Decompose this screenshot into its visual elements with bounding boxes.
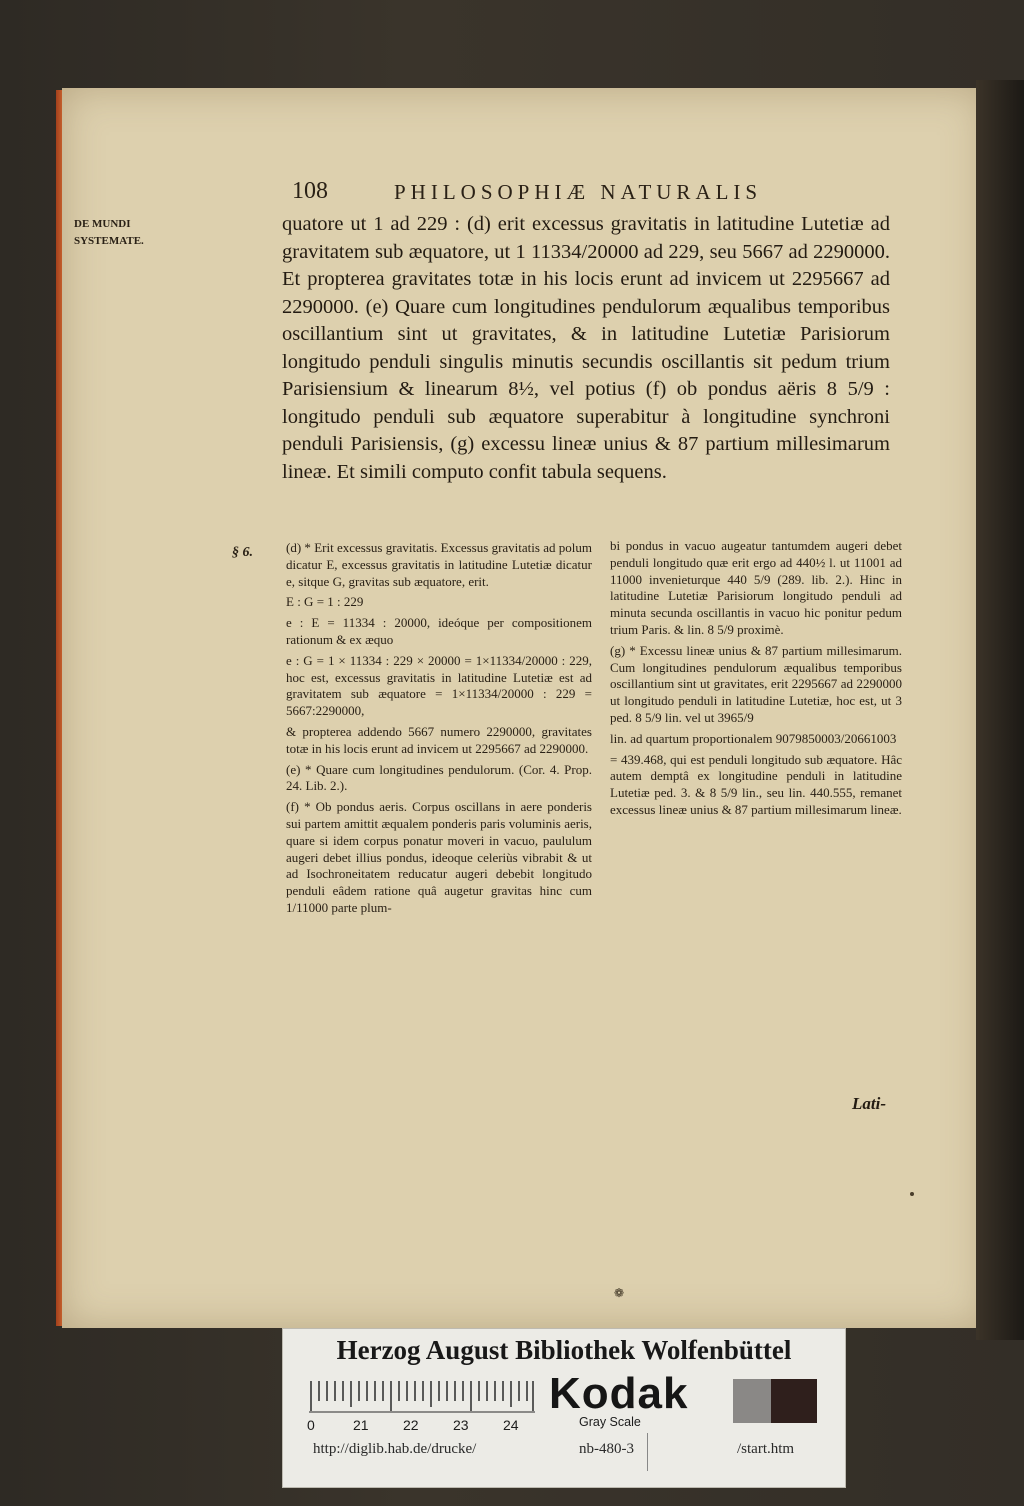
page-header (266, 178, 886, 208)
note-paragraph: e : G = 1 × 11334 : 229 × 20000 = 1×11334/20000 : 229, hoc est, excessus gravitatis in latitudine Lutetiæ est ad gravitatem sub æquatore = 1×11334/20000 : 229 = 5667:2290000, (286, 652, 592, 719)
page-number: 108 (292, 178, 328, 204)
note-paragraph: (d) * Erit excessus gravitatis. Excessus gravitatis ad polum dicatur E, excessus gravitatis in latitudine Lutetiæ dicatur e, sitque G, gravitas sub æquatore, erit. (286, 540, 592, 589)
notes-right-column (610, 538, 902, 823)
note-paragraph: = 439.468, qui est penduli longitudo sub æquatore. Hâc autem demptâ ex longitudine penduli in latitudine Lutetiæ ped. 3. & 8 5/9 lin., seu lin. 440.555, remanet excessus lineæ unius & 87 partium millesimarum lineæ. (610, 751, 902, 817)
note-paragraph: e : E = 11334 : 20000, ideóque per compositionem rationum & ex æquo (286, 615, 592, 647)
ruler-numbers (307, 1417, 557, 1435)
note-paragraph: (e) * Quare cum longitudines pendulorum. (Cor. 4. Prop. 24. Lib. 2.). (286, 761, 592, 794)
main-text (282, 211, 890, 486)
start-path: /start.htm (737, 1441, 795, 1457)
note-paragraph: E : G = 1 : 229 (286, 594, 364, 610)
note-paragraph: (g) * Excessu lineæ unius & 87 partium millesimarum. Cum longitudines pendulorum æqualibus temporibus oscillantium sint ut gravitates, erit 2295667 ad 2290000 ut longitudo penduli in latitudine Lutetiæ, hoc est, ut 3 ped. 8 5/9 lin. vel ut 3965/9 (610, 642, 902, 725)
main-paragraph: quatore ut 1 ad 229 : (d) erit excessus gravitatis in latitudine Lutetiæ ad gravitatem sub æquatore, ut 1 11334/20000 ad 229, seu 5667 ad 2290000. Et propterea gravitates totæ in his locis erunt ad invicem ut 2295667 ad 2290000. (e) Quare cum longitudines pendulorum æqualibus temporibus oscillantium sint ut gravitates, & in latitudine Lutetiæ Parisiorum longitudo penduli singulis minutis secundis oscillantis sit pedum trium Parisiensium & linearum 8½, vel potius (f) ob pondus aëris 8 5/9 : longitudo penduli sub æquatore superabitur à longitudine synchroni penduli Parisiensis, (g) excessu lineæ unius & 87 partium millesimarum lineæ. Et simili computo confit tabula sequens. (282, 213, 890, 483)
note-paragraph: & propterea addendo 5667 numero 2290000, gravitates totæ in his locis erunt ad invicem ut 2295667 ad 2290000. (286, 723, 592, 756)
note-paragraph: lin. ad quartum proportionalem 9079850003/20661003 (610, 730, 897, 746)
gray-scale-label: Gray Scale (579, 1415, 641, 1429)
ornament-icon: ❁ (614, 1286, 625, 1300)
ruler-number: 24 (503, 1417, 519, 1433)
shelfmark: nb-480-3 (579, 1441, 634, 1457)
ruler-scale (309, 1381, 535, 1413)
gray-swatch-light (733, 1379, 771, 1423)
library-label (282, 1328, 846, 1488)
ruler-number: 21 (353, 1417, 369, 1433)
label-divider (647, 1433, 648, 1471)
notes-left-column (286, 540, 592, 921)
source-url: http://diglib.hab.de/drucke/ (313, 1441, 477, 1457)
section-mark: § 6. (232, 545, 253, 560)
gray-swatch-dark (771, 1379, 817, 1423)
note-paragraph: (f) * Ob pondus aeris. Corpus oscillans in aere ponderis sui partem amittit æqualem ponderis paris voluminis aeris, quare si idem corpus ponatur moveri in vacuo, paululum augeri debet illius pondus, ideoque celeriùs vibrabit & ut ad Isochroneitatem reducatur augeri debebit longitudo penduli eâdem ratione quâ augetur gravitas hinc cum 1/11000 parte plum- (286, 799, 592, 915)
ruler-number: 23 (453, 1417, 469, 1433)
ruler-number: 22 (403, 1417, 419, 1433)
ruler-icon (309, 1381, 535, 1413)
ruler-number: 0 (307, 1417, 315, 1433)
library-title: Herzog August Bibliothek Wolfenbüttel (336, 1335, 792, 1365)
ink-speck (910, 1192, 914, 1196)
margin-side-note: DE MUNDI SYSTEMATE. (74, 218, 144, 247)
note-paragraph: bi pondus in vacuo augeatur tantumdem augeri debet penduli longitudo quæ erit ergo ad 440½ l. ut 11001 ad 11000 invenieturque 440 5/9 (289. lib. 2.). Hinc in latitudine Lutetiæ Parisiorum longitudo penduli ad minuta secunda oscillantis in vacuo hic ponitur pedum trium Paris. & lin. 8 5/9 proximè. (610, 538, 902, 637)
facing-page-shadow (976, 80, 1024, 1340)
catchword: Lati- (852, 1094, 886, 1113)
running-title: PHILOSOPHIÆ NATURALIS (394, 180, 763, 204)
kodak-logo: Kodak (549, 1369, 689, 1418)
